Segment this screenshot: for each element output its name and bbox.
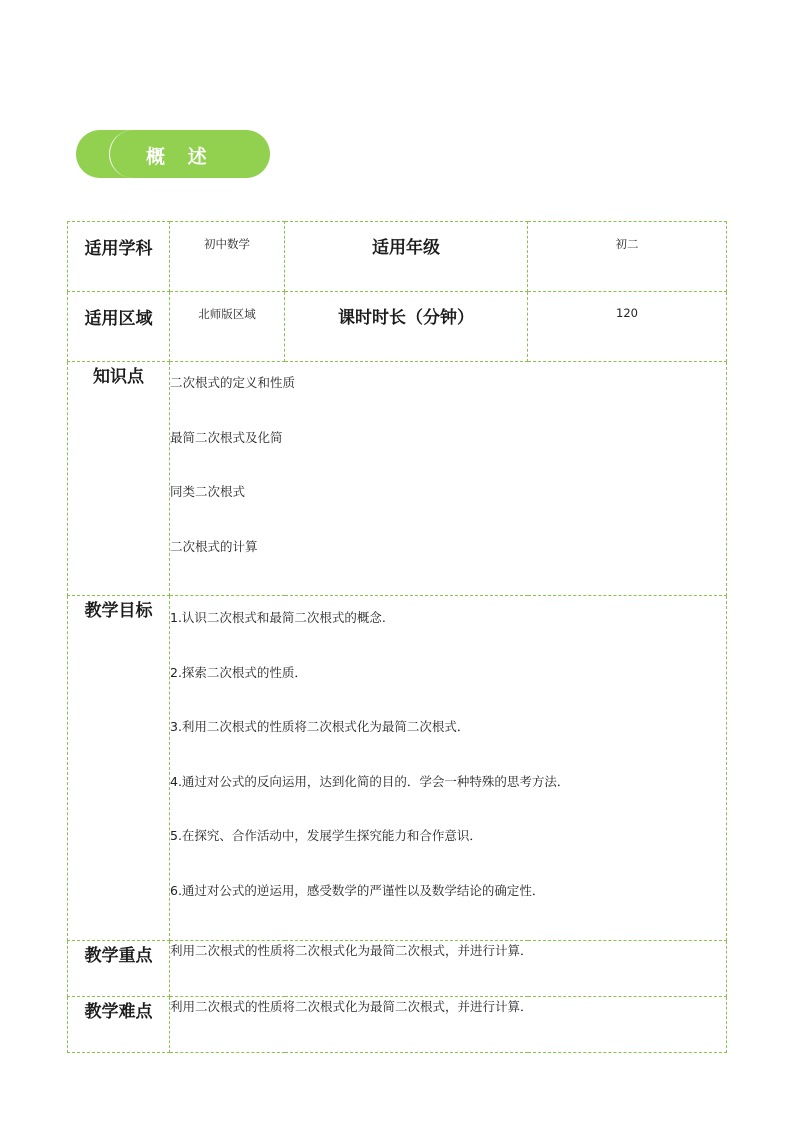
- goals-label: 教学目标: [68, 596, 170, 941]
- difficulty-label: 教学难点: [68, 996, 170, 1052]
- goal-item: 1.认识二次根式和最简二次根式的概念.: [170, 610, 386, 625]
- grade-label: 适用年级: [285, 222, 528, 292]
- table-row-region: [68, 292, 727, 362]
- knowledge-label: 知识点: [68, 362, 170, 596]
- overview-table: [67, 221, 727, 1053]
- subject-value: 初中数学: [170, 222, 285, 292]
- goal-item: 6.通过对公式的逆运用，感受数学的严谨性以及数学结论的确定性．: [170, 882, 545, 898]
- difficulty-value: 利用二次根式的性质将二次根式化为最简二次根式，并进行计算．: [170, 996, 727, 1052]
- goal-item: 4.通过对公式的反向运用，达到化简的目的．学会一种特殊的思考方法．: [170, 773, 570, 789]
- knowledge-item: 同类二次根式: [170, 484, 246, 499]
- knowledge-item: 二次根式的计算: [170, 538, 258, 554]
- goal-item: 5.在探究、合作活动中，发展学生探究能力和合作意识．: [170, 828, 482, 844]
- region-label: 适用区域: [68, 292, 170, 362]
- key-point-value: 利用二次根式的性质将二次根式化为最简二次根式，并进行计算．: [170, 940, 727, 996]
- knowledge-list: [170, 362, 727, 596]
- goal-item: 3.利用二次根式的性质将二次根式化为最简二次根式．: [170, 719, 470, 735]
- table-row-goals: [68, 596, 727, 941]
- table-row-subject: [68, 222, 727, 292]
- subject-label: 适用学科: [68, 222, 170, 292]
- goal-item: 2.探索二次根式的性质．: [170, 664, 307, 680]
- banner-title: 概 述: [146, 146, 215, 168]
- duration-value: 120: [528, 292, 727, 362]
- knowledge-item: 最简二次根式及化简: [170, 429, 283, 445]
- knowledge-item: 二次根式的定义和性质: [170, 375, 296, 390]
- region-value: 北师版区域: [170, 292, 285, 362]
- table-row-key-point: [68, 940, 727, 996]
- grade-value: 初二: [528, 222, 727, 292]
- table-row-difficulty: [68, 996, 727, 1052]
- duration-label: 课时时长（分钟）: [285, 292, 528, 362]
- key-point-label: 教学重点: [68, 940, 170, 996]
- table-row-knowledge: [68, 362, 727, 596]
- goals-list: [170, 596, 727, 941]
